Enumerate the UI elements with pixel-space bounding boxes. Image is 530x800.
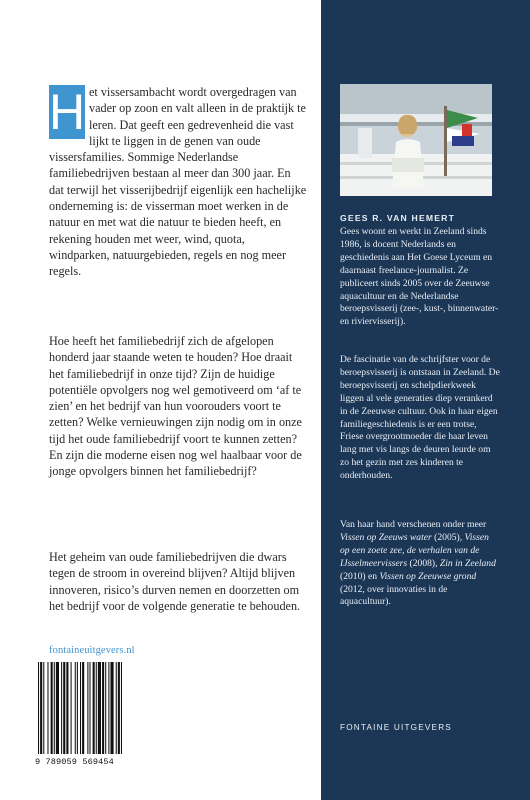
dropcap-letter: H: [49, 84, 86, 140]
author-bio-1: Gees woont en werkt in Zeeland sinds 1986, is docent Nederlands en geschiedenis aan Het Goese Lyceum en daarnaast freelance-journalist. Ze publiceert sinds 2005 over de Zeeuwse aquacultuur en de Nederlandse beroepsvisserij (zee-, kust-, binnenwater- en riviervisserij).: [340, 226, 499, 328]
book-year-3: (2010) en: [340, 570, 380, 582]
book-title-4: Vissen op Zeeuwse grond: [379, 570, 477, 582]
book-year-4: (2012, over innovaties in de aquacultuur).: [340, 583, 448, 608]
body-paragraph-2: Hoe heeft het familiebedrijf zich de afgelopen honderd jaar staande weten te houden? Hoe draait het familiebedrijf in onze tijd? Zijn de huidige potentiële opvolgers nog wel gemotiveerd om ‘af te zien’ en het bedrijf van hun voorouders voort te zetten? Welke vernieuwingen zijn nodig om in onze tijd het oude familiebedrijf voort te kunnen zetten? En zijn die moderne eisen nog wel haalbaar voor de jonge opvolgers binnen het familiebedrijf?: [49, 334, 302, 479]
book-title-1: Vissen op Zeeuws water: [340, 531, 432, 543]
bio-3-intro: Van haar hand verschenen onder meer: [340, 519, 487, 530]
book-title-3: Zin in Zeeland: [439, 557, 496, 569]
book-title-2: Vissen op een zoete zee, de verhalen van de IJsselmeervissers: [340, 531, 489, 569]
book-year-2: (2008),: [407, 557, 440, 569]
body-paragraph-3: Het geheim van oude familiebedrijven die dwars tegen de stroom in overeind blijven? Altijd blijven innoveren, risico’s durven nemen en doorzetten om het bedrijf voor de volgende generatie te behouden.: [49, 550, 301, 613]
publisher-name: FONTAINE UITGEVERS: [340, 723, 452, 732]
intro-paragraph: [49, 84, 307, 280]
barcode-bars: [35, 662, 150, 756]
author-bio-3: [340, 519, 500, 609]
author-bio-2: De fascinatie van de schrijfster voor de beroepsvisserij is ontstaan in Zeeland. De beroepsvisserij en schelpdierkweek liggen al vele generaties diep verankerd in de Zeeuwse cultuur. Ook in haar eigen familiegeschiedenis is er een trotse, Friese overgrootmoeder die haar leven lang met vis langs de deuren leurde om zo het gezin met zes kinderen te onderhouden.: [340, 354, 500, 482]
publisher-website: fontaineuitgevers.nl: [49, 645, 135, 656]
isbn-barcode: [35, 662, 150, 772]
intro-text: et vissersambacht wordt overgedragen van vader op zoon en valt alleen in de praktijk te leren. Dat geeft een gedrevenheid die vast lijkt te liggen in de genen van oude vissersfamilies. Sommige Nederlandse familiebedrijven bestaan al meer dan 300 jaar. En dat terwijl het visserijbedrijf eigenlijk een hachelijke onderneming is: de visserman moet werken in de natuur en met wat die natuur te bieden heeft, en rekening houden met weer, wind, quota, windparken, natuurgebieden, regels en nog meer regels.: [49, 85, 307, 279]
isbn-number: 9 789059 569454: [35, 757, 114, 767]
author-photo: [340, 84, 492, 196]
author-name: GEES R. VAN HEMERT: [340, 213, 456, 223]
book-year-1: (2005),: [431, 531, 465, 543]
